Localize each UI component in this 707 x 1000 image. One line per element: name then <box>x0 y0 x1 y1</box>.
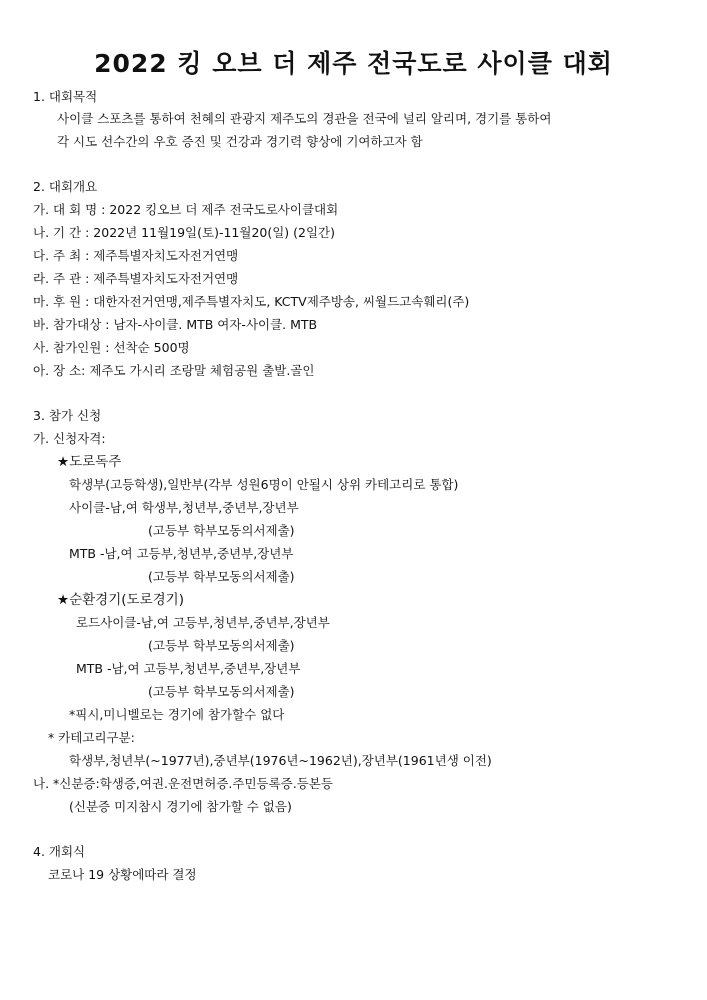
overview-item-period: 나. 기 간 : 2022년 11월19일(토)-11월20(일) (2일간) <box>33 225 336 240</box>
road-race-line-1: 학생부(고등학생),일반부(각부 성원6명이 안될시 상위 카테고리로 통합) <box>69 477 459 492</box>
road-race-title: ★도로독주 <box>57 454 122 470</box>
id-requirement: 나. *신분증:학생증,여권.운전면허증.주민등록증.등본등 <box>33 776 333 791</box>
circuit-title: ★순환경기(도로경기) <box>57 592 184 608</box>
circuit-line-2: (고등부 학부모동의서제출) <box>148 638 295 653</box>
category-label: * 카테고리구분: <box>48 730 135 745</box>
overview-item-sponsor: 마. 후 원 : 대한자전거연맹,제주특별자치도, KCTV제주방송, 씨월드고속훼리(주) <box>33 294 470 309</box>
overview-item-host: 다. 주 최 : 제주특별자치도자전거연맹 <box>33 248 239 263</box>
category-line: 학생부,청년부(~1977년),중년부(1976년~1962년),장년부(1961년생 이전) <box>69 753 492 768</box>
application-heading: 3. 참가 신청 <box>33 408 102 423</box>
road-race-line-4: MTB -남,여 고등부,청년부,중년부,장년부 <box>69 546 294 561</box>
overview-item-participants: 바. 참가대상 : 남자-사이클. MTB 여자-사이클. MTB <box>33 317 318 332</box>
purpose-text-line-1: 사이클 스포츠를 통하여 천혜의 관광지 제주도의 경관을 전국에 널리 알리며, 경기를 통하여 <box>57 111 552 126</box>
eligibility-label: 가. 신청자격: <box>33 431 106 446</box>
circuit-line-1: 로드사이클-남,여 고등부,청년부,중년부,장년부 <box>76 615 330 630</box>
overview-item-location: 아. 장 소: 제주도 가시리 조랑말 체험공원 출발.골인 <box>33 363 315 378</box>
fixed-bike-note: *픽시,미니벨로는 경기에 참가할수 없다 <box>69 707 285 722</box>
road-race-line-5: (고등부 학부모동의서제출) <box>148 569 295 584</box>
purpose-heading: 1. 대회목적 <box>33 89 98 104</box>
purpose-text-line-2: 각 시도 선수간의 우호 증진 및 건강과 경기력 향상에 기여하고자 함 <box>57 134 423 149</box>
overview-item-name: 가. 대 회 명 : 2022 킹오브 더 제주 전국도로사이클대회 <box>33 202 339 217</box>
ceremony-line-1: 코로나 19 상황에따라 결정 <box>48 867 197 882</box>
circuit-line-3: MTB -남,여 고등부,청년부,중년부,장년부 <box>76 661 301 676</box>
circuit-line-4: (고등부 학부모동의서제출) <box>148 684 295 699</box>
id-note: (신분증 미지참시 경기에 참가할 수 없음) <box>69 799 292 814</box>
road-race-line-3: (고등부 학부모동의서제출) <box>148 523 295 538</box>
road-race-line-2: 사이클-남,여 학생부,청년부,중년부,장년부 <box>69 500 299 515</box>
overview-heading: 2. 대회개요 <box>33 179 98 194</box>
overview-item-capacity: 사. 참가인원 : 선착순 500명 <box>33 340 190 355</box>
ceremony-heading: 4. 개회식 <box>33 844 86 859</box>
overview-item-organizer: 라. 주 관 : 제주특별자치도자전거연맹 <box>33 271 239 286</box>
document-title: 2022 킹 오브 더 제주 전국도로 사이클 대회 <box>94 49 613 78</box>
